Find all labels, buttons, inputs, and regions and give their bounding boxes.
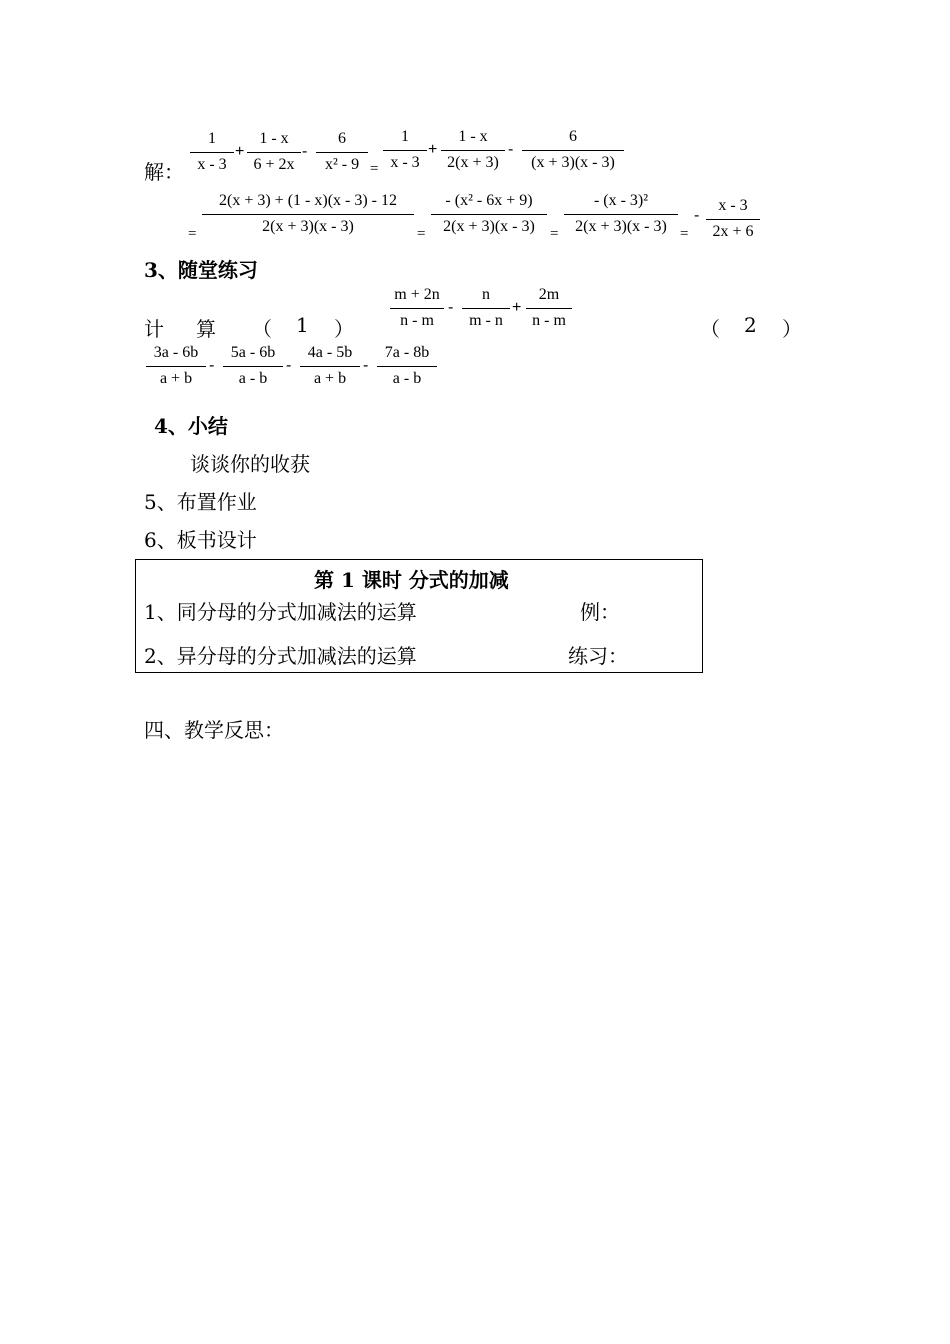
section-title: 5、布置作业 bbox=[144, 490, 257, 514]
equals-sign: = bbox=[680, 226, 689, 242]
equals-sign: = bbox=[370, 161, 379, 177]
minus-sign: - bbox=[363, 357, 369, 374]
fraction-bar bbox=[190, 152, 234, 153]
denominator: 2(x + 3)(x - 3) bbox=[443, 218, 535, 235]
section-body: 谈谈你的收获 bbox=[190, 452, 310, 476]
fraction-bar bbox=[706, 219, 760, 220]
fraction-bar bbox=[247, 152, 301, 153]
fraction bbox=[390, 286, 444, 334]
fraction bbox=[383, 128, 427, 176]
equals-sign: = bbox=[550, 226, 559, 242]
numerator: 1 bbox=[401, 128, 409, 145]
problem-number: 2 bbox=[744, 313, 757, 337]
board-row-text: 1、同分母的分式加减法的运算 bbox=[144, 600, 417, 624]
section-title: 3、随堂练习 bbox=[144, 258, 258, 282]
fraction bbox=[564, 192, 678, 240]
numerator: m + 2n bbox=[394, 286, 440, 303]
numerator: 2(x + 3) + (1 - x)(x - 3) - 12 bbox=[219, 192, 397, 209]
fraction bbox=[202, 192, 414, 240]
numerator: - (x - 3)² bbox=[593, 192, 649, 209]
board-title: 第 1 课时 分式的加减 bbox=[314, 568, 509, 592]
denominator: 2(x + 3)(x - 3) bbox=[575, 218, 667, 235]
fraction-bar bbox=[316, 152, 368, 153]
minus-sign: - bbox=[694, 207, 700, 224]
fraction bbox=[431, 192, 547, 240]
denominator: 2x + 6 bbox=[712, 223, 754, 240]
paren-close: ） bbox=[334, 317, 354, 341]
plus-sign: + bbox=[512, 299, 522, 316]
denominator: a + b bbox=[159, 370, 193, 387]
numerator: - (x² - 6x + 9) bbox=[445, 192, 533, 209]
paren-open: （ bbox=[700, 317, 720, 341]
denominator: (x + 3)(x - 3) bbox=[531, 154, 615, 171]
paren-close: ） bbox=[782, 317, 802, 341]
section-title: 6、板书设计 bbox=[144, 528, 257, 552]
fraction-bar bbox=[462, 308, 510, 309]
equals-sign: = bbox=[188, 226, 197, 242]
board-design-box bbox=[135, 559, 703, 673]
denominator: x - 3 bbox=[197, 156, 227, 173]
fraction bbox=[146, 344, 206, 392]
fraction-bar bbox=[202, 214, 414, 215]
section-title: 4、小结 bbox=[154, 414, 228, 438]
fraction-bar bbox=[223, 366, 283, 367]
fraction bbox=[526, 286, 572, 334]
fraction bbox=[462, 286, 510, 334]
board-row-text: 2、异分母的分式加减法的运算 bbox=[144, 644, 417, 668]
denominator: n - m bbox=[400, 312, 434, 329]
minus-sign: - bbox=[448, 299, 454, 316]
paren-open: （ bbox=[252, 317, 272, 341]
calc-label: 计 bbox=[144, 317, 164, 341]
numerator: 3a - 6b bbox=[153, 344, 199, 361]
numerator: 2m bbox=[538, 286, 560, 303]
fraction-bar bbox=[300, 366, 360, 367]
numerator: 1 - x bbox=[259, 130, 289, 147]
board-row-label: 例： bbox=[580, 600, 620, 624]
denominator: a - b bbox=[238, 370, 268, 387]
numerator: 6 bbox=[338, 130, 346, 147]
board-row-label: 练习： bbox=[568, 644, 628, 668]
numerator: 5a - 6b bbox=[230, 344, 276, 361]
numerator: 4a - 5b bbox=[307, 344, 353, 361]
fraction bbox=[247, 130, 301, 178]
plus-sign: + bbox=[428, 141, 438, 158]
numerator: x - 3 bbox=[718, 197, 748, 214]
fraction bbox=[316, 130, 368, 178]
section-title: 四、教学反思： bbox=[144, 718, 284, 742]
solution-label: 解： bbox=[144, 160, 184, 184]
plus-sign: + bbox=[235, 143, 245, 160]
fraction bbox=[706, 197, 760, 245]
minus-sign: - bbox=[302, 143, 308, 160]
minus-sign: - bbox=[209, 357, 215, 374]
minus-sign: - bbox=[286, 357, 292, 374]
fraction-bar bbox=[146, 366, 206, 367]
fraction-bar bbox=[377, 366, 437, 367]
denominator: 2(x + 3)(x - 3) bbox=[262, 218, 354, 235]
problem-number: 1 bbox=[296, 313, 309, 337]
fraction bbox=[522, 128, 624, 176]
denominator: a - b bbox=[392, 370, 422, 387]
denominator: x - 3 bbox=[390, 154, 420, 171]
calc-label: 算 bbox=[196, 317, 216, 341]
fraction-bar bbox=[383, 150, 427, 151]
denominator: m - n bbox=[469, 312, 503, 329]
fraction-bar bbox=[431, 214, 547, 215]
numerator: 1 - x bbox=[458, 128, 488, 145]
fraction-bar bbox=[441, 150, 505, 151]
denominator: 6 + 2x bbox=[253, 156, 295, 173]
fraction-bar bbox=[522, 150, 624, 151]
numerator: 1 bbox=[208, 130, 216, 147]
numerator: 6 bbox=[569, 128, 577, 145]
numerator: n bbox=[482, 286, 490, 303]
denominator: n - m bbox=[532, 312, 566, 329]
denominator: a + b bbox=[313, 370, 347, 387]
denominator: x² - 9 bbox=[324, 156, 360, 173]
fraction bbox=[441, 128, 505, 176]
denominator: 2(x + 3) bbox=[447, 154, 499, 171]
fraction-bar bbox=[564, 214, 678, 215]
fraction-bar bbox=[526, 308, 572, 309]
fraction bbox=[377, 344, 437, 392]
fraction bbox=[190, 130, 234, 178]
numerator: 7a - 8b bbox=[384, 344, 430, 361]
fraction bbox=[223, 344, 283, 392]
minus-sign: - bbox=[508, 141, 514, 158]
equals-sign: = bbox=[417, 226, 426, 242]
fraction bbox=[300, 344, 360, 392]
fraction-bar bbox=[390, 308, 444, 309]
